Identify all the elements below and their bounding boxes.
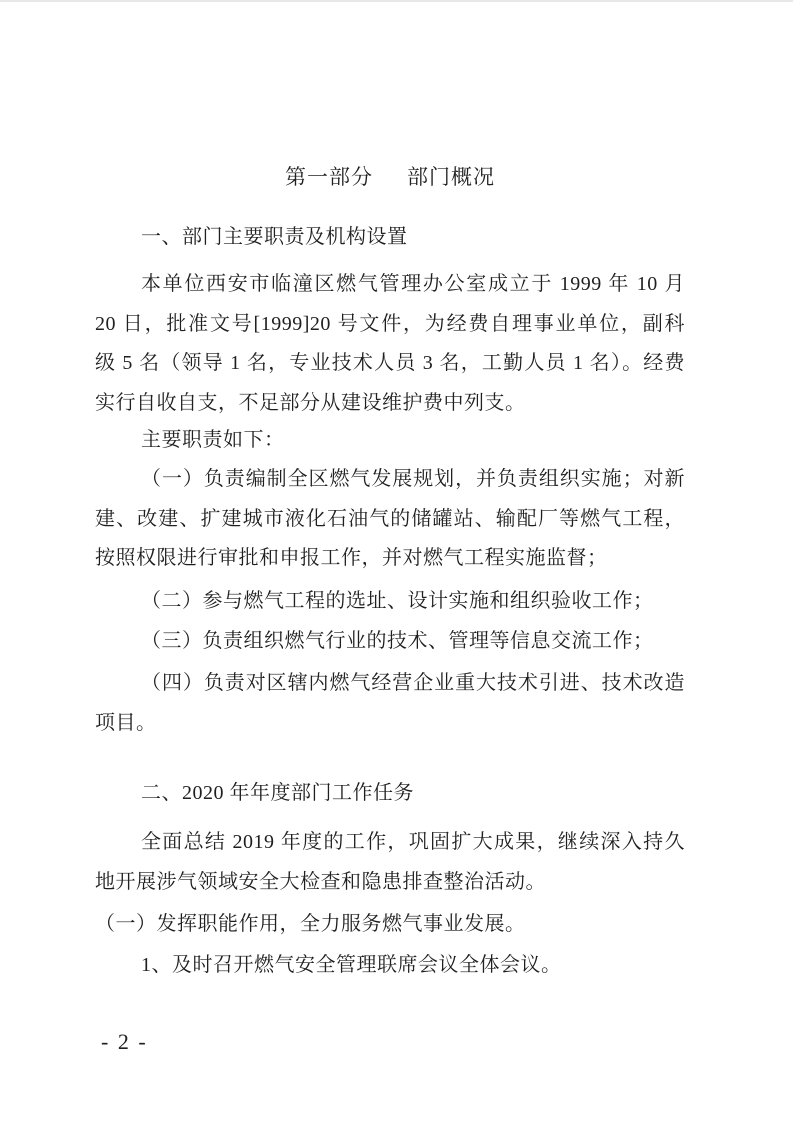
document-content: [95, 0, 685, 1122]
section1-intro-paragraph: [95, 265, 685, 423]
paragraph-line: 项目。: [95, 711, 157, 734]
document-title-part-1: 第一部分: [285, 165, 373, 189]
paragraph-line: 本单位西安市临潼区燃气管理办公室成立于 1999 年 10 月: [141, 273, 685, 295]
paragraph-line: 全面总结 2019 年度的工作，巩固扩大成果，继续深入持久: [141, 831, 685, 853]
duty-3-paragraph: （三）负责组织燃气行业的技术、管理等信息交流工作；: [141, 630, 654, 652]
paragraph-line: 建、改建、扩建城市液化石油气的储罐站、输配厂等燃气工程，: [95, 507, 685, 530]
duty-4-paragraph: [95, 664, 685, 743]
document-title-part-2: 部门概况: [407, 165, 495, 189]
duty-2-paragraph: （二）参与燃气工程的选址、设计实施和组织验收工作；: [141, 590, 654, 612]
paragraph-line: 20 日，批准文号[1999]20 号文件，为经费自理事业单位，副科: [95, 312, 685, 335]
document-title: [95, 162, 685, 192]
section2-item-1: （一）发挥职能作用，全力服务燃气事业发展。: [95, 913, 526, 935]
section1-heading: 一、部门主要职责及机构设置: [141, 226, 408, 248]
page-number: - 2 -: [101, 1029, 148, 1054]
section2-heading: 二、2020 年年度部门工作任务: [141, 782, 414, 804]
duties-intro-line: 主要职责如下：: [141, 429, 285, 451]
paragraph-line: （一）负责编制全区燃气发展规划，并负责组织实施；对新: [141, 468, 685, 490]
paragraph-line: 级 5 名（领导 1 名，专业技术人员 3 名，工勤人员 1 名）。经费: [95, 352, 685, 374]
paragraph-line: 地开展涉气领域安全大检查和隐患排查整治活动。: [95, 870, 546, 893]
section2-item-1-sub-1: 1、及时召开燃气安全管理联席会议全体会议。: [141, 954, 562, 976]
paragraph-line: 按照权限进行审批和申报工作，并对燃气工程实施监督；: [95, 547, 608, 569]
paragraph-line: （四）负责对区辖内燃气经营企业重大技术引进、技术改造: [141, 672, 685, 694]
section2-paragraph-1: [95, 823, 685, 902]
duty-1-paragraph: [95, 460, 685, 579]
paragraph-line: 实行自收自支，不足部分从建设维护费中列支。: [95, 391, 526, 414]
